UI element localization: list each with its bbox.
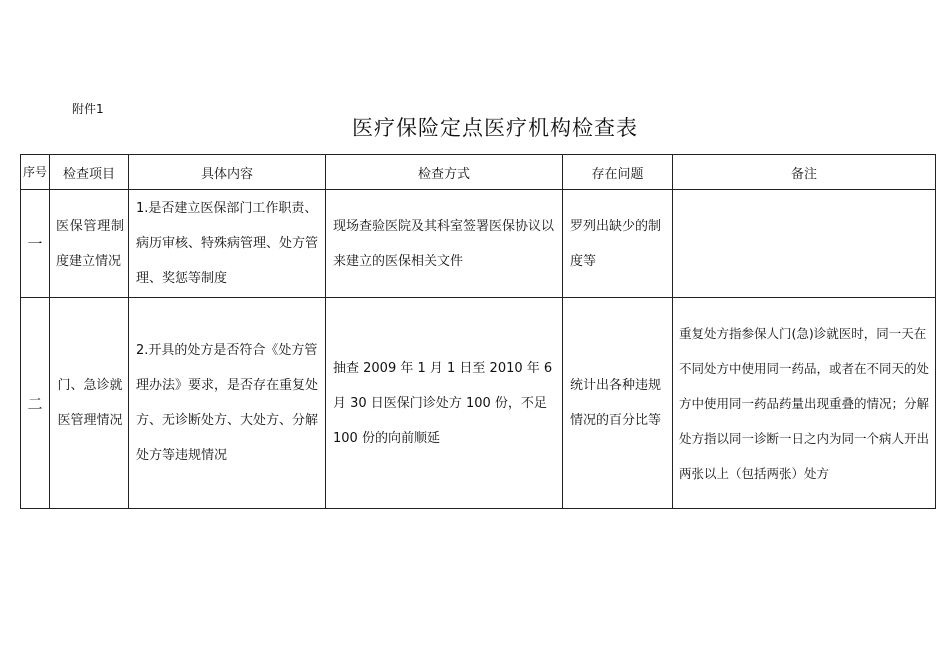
page-title: 医疗保险定点医疗机构检查表 — [352, 116, 638, 140]
header-method: 检查方式 — [326, 155, 563, 190]
header-content: 具体内容 — [129, 155, 326, 190]
row-number: 二 — [21, 298, 50, 509]
row-method: 抽查 2009 年 1 月 1 日至 2010 年 6 月 30 日医保门诊处方 100 份，不足 100 份的向前顺延 — [326, 298, 563, 509]
row-issue: 统计出各种违规情况的百分比等 — [563, 298, 673, 509]
table-row — [21, 190, 936, 298]
header-seq: 序号 — [21, 155, 50, 190]
header-item: 检查项目 — [50, 155, 129, 190]
row-note: 重复处方指参保人门(急)诊就医时，同一天在不同处方中使用同一药品，或者在不同天的处方中使用同一药品药量出现重叠的情况；分解处方指以同一诊断一日之内为同一个病人开出两张以上（包括两张）处方 — [673, 298, 936, 509]
row-note — [673, 190, 936, 298]
header-note: 备注 — [673, 155, 936, 190]
row-method: 现场查验医院及其科室签署医保协议以来建立的医保相关文件 — [326, 190, 563, 298]
header-issue: 存在问题 — [563, 155, 673, 190]
row-item: 医保管理制度建立情况 — [50, 190, 129, 298]
row-number: 一 — [21, 190, 50, 298]
row-issue: 罗列出缺少的制度等 — [563, 190, 673, 298]
row-content: 2.开具的处方是否符合《处方管理办法》要求，是否存在重复处方、无诊断处方、大处方、分解处方等违规情况 — [129, 298, 326, 509]
table-header-row — [21, 155, 936, 190]
row-content: 1.是否建立医保部门工作职责、病历审核、特殊病管理、处方管理、奖惩等制度 — [129, 190, 326, 298]
attachment-label: 附件1 — [72, 102, 104, 116]
inspection-table — [20, 154, 936, 509]
row-item: 门、急诊就医管理情况 — [50, 298, 129, 509]
table-row — [21, 298, 936, 509]
